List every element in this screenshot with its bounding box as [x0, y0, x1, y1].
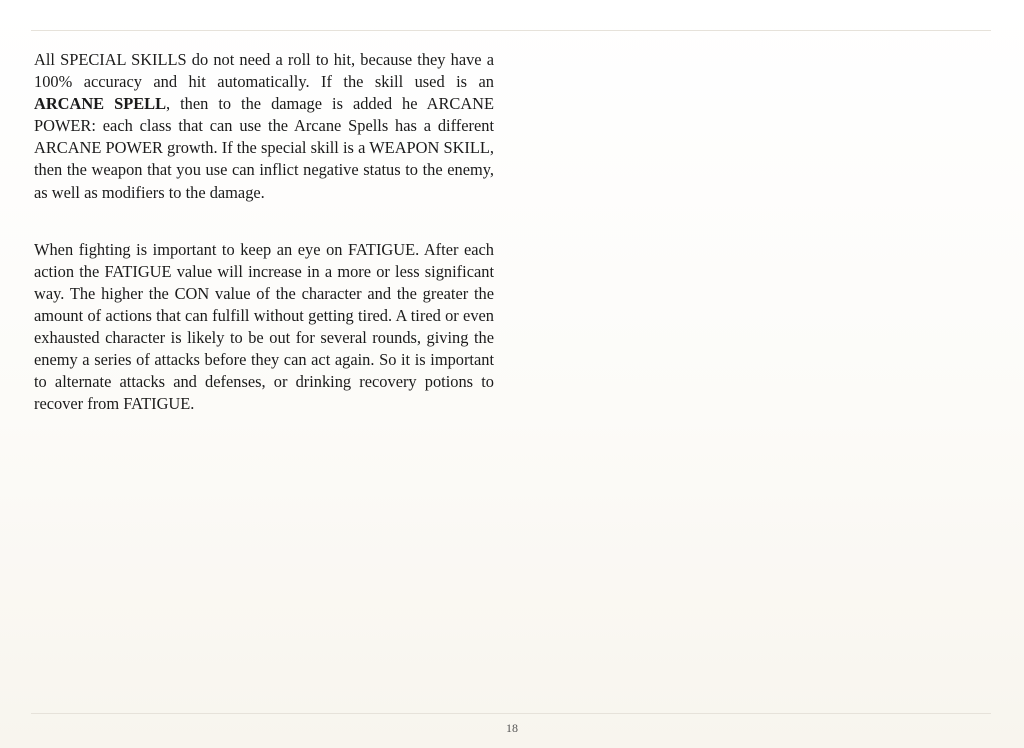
- paragraph-text: , then to the damage is added he ARCANE POWER: each class that can use the Arcane Spells has a different ARCANE POWER growth. If the special skill is a WEAPON SKILL, then the weapon that you use can inflict negative status to the enemy, as well as modifiers to the damage.: [34, 94, 494, 202]
- text-column: [34, 49, 494, 415]
- bottom-divider: [31, 713, 991, 714]
- paragraph-text: When fighting is important to keep an eye on FATIGUE. After each action the FATIGUE value will increase in a more or less significant way. The higher the CON value of the character and the greater the amount of actions that can fulfill without getting tired. A tired or even exhausted character is likely to be out for several rounds, giving the enemy a series of attacks before they can act again. So it is important to alternate attacks and defenses, or drinking recovery potions to recover from FATIGUE.: [34, 239, 494, 414]
- top-divider: [31, 30, 991, 31]
- paragraph-fatigue: [34, 239, 494, 416]
- arcane-spell-term: ARCANE SPELL: [34, 94, 167, 114]
- paragraph-text: All SPECIAL SKILLS do not need a roll to hit, because they have a 100% accuracy and hit automatically. If the skill used is an: [34, 50, 494, 92]
- page-number: 18: [506, 721, 518, 735]
- paragraph-special-skills: [34, 49, 494, 204]
